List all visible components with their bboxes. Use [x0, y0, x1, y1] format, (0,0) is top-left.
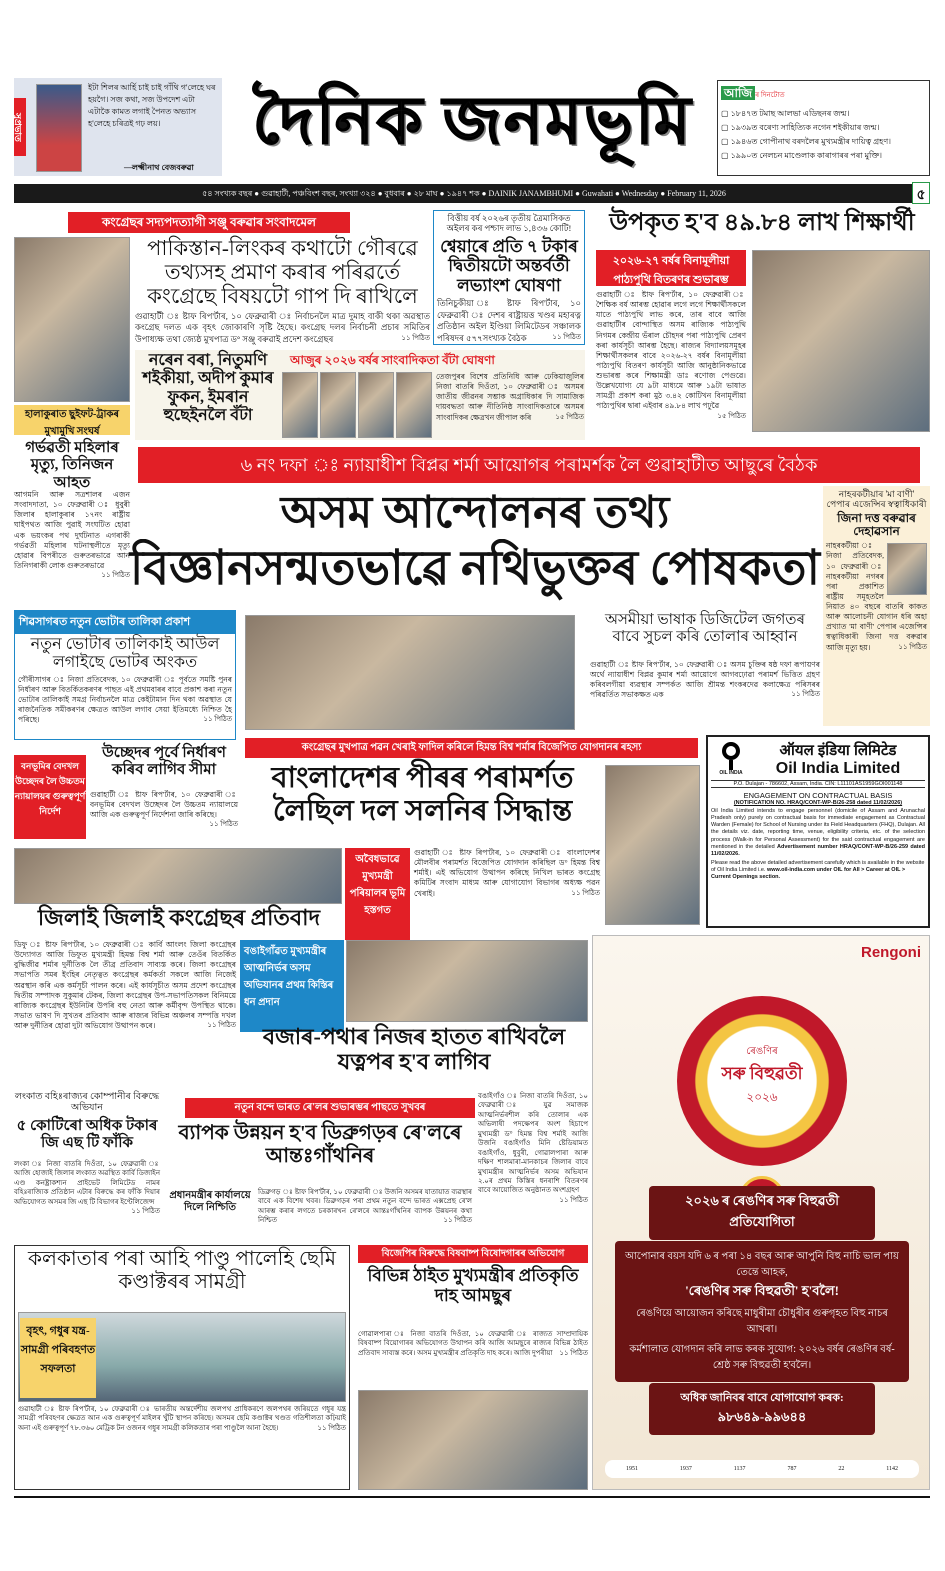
sanju-photo — [14, 237, 130, 402]
headline-eviction: উচ্ছেদৰ পূৰ্বে নিৰ্ধাৰণ কৰিব লাগিব সীমা — [102, 745, 226, 779]
textbook-banner: ২০২৬-২৭ বৰ্ষৰ বিনামূলীয়া পাঠ্যপুথি বিতৰণৰ শুভাৰম্ভ — [596, 250, 746, 286]
headline-pakistan-link: পাকিস্তান-লিংকৰ কথাটো গৌৰৱে তথ্যসহ প্ৰমাণ কৰাৰ পৰিৱৰ্তে কংগ্ৰেছে বিষয়টো গাপ দি ৰাখিলে — [147, 236, 418, 309]
kicker: বিত্তীয় বৰ্ষ ২০২৬ৰ তৃতীয় ত্ৰৈমাসিকত অইলৰ কৰ পশ্চাদ লাভ ১,৪৩৬ কোটি! — [446, 213, 572, 233]
dateline-strip: ৫৪ সংখ্যক বছৰ ● গুৱাহাটী, পঞ্চবিংশ বছৰ, সংখ্যা ৩২৪ ● বুধবাৰ ● ২৮ মাঘ ● ১৯৪৭ শক ● DAINIK JANAMBHUMI ● Guwahati ● Wednesday ● February 11, 2026 — [14, 184, 914, 203]
headline-gst-evasion: ৫ কোটিৰো অধিক টকাৰ জি এছ টি ফাঁকি — [16, 1118, 158, 1152]
obituary-photo — [887, 543, 927, 595]
article-body: লংকা ঃ নিজা বাতৰি দিওঁতা, ১০ ফেব্ৰুৱাৰী ঃ আজি হোজাই জিলাৰ লংকাত অৱস্থিত কাৰ্বি ডিজাইন এণ্ড কনষ্ট্ৰাকশ্যন প্ৰাইভেট লিমিটেড নামৰ বহিঃৰাজ্যিক প্ৰতিষ্ঠান এটাৰ বিৰুদ্ধে কৰ ফাঁকি দিয়াৰ অভিযোগত অসমৰ জি এছ টি বিভাগৰ ইণ্টেলিজেন্স ১১ পিঠিত — [14, 1160, 160, 1216]
headline-textbooks: উপকৃত হ'ব ৪৯.৮৪ লাখ শিক্ষাৰ্থী — [609, 210, 915, 236]
photo-caption: হালাকুৰাত ছুইফট-ট্ৰাকৰ মুখামুখি সংঘৰ্ষ — [14, 405, 130, 435]
lead-headline-line1: অসম আন্দোলনৰ তথ্য — [280, 488, 670, 537]
oil-india-advertisement — [706, 735, 930, 928]
oil-notice-title: ENGAGEMENT ON CONTRACTUAL BASIS — [743, 791, 893, 800]
effigy-burning-photo — [358, 1390, 588, 1490]
bihuwati-badge: ৰেঙণিৰ সৰু বিহুৱতী ২০২৬ — [677, 996, 847, 1166]
khera-banner: কংগ্ৰেছৰ মুখপাত্ৰ পৱন খেৰাই ফাদিল কৰিলে হিমন্ত বিশ্ব শৰ্মাৰ বিজেপিত যোগদানৰ ৰহস্য — [245, 738, 698, 758]
article-body: গুৱাহাটী ঃ ষ্টাফ ৰিপ'ৰ্টাৰ, ১০ ফেব্ৰুৱাৰী ঃ ভাৰতীয় অন্তৰ্দেশীয় জলপথ প্ৰাধিকৰণে জলপথৰ জৰিয়তে গধুৰ যন্ত্ৰ সামগ্ৰী পৰিবহণৰ ক্ষেত্ৰত আন এক গুৰুত্বপূৰ্ণ মাইলৰ খুঁটি স্থাপন কৰিছে। অসমৰ ছেমি কণ্ডাক্টৰ খণ্ডত গতিশীলতা কঢ়িয়াই অনা এই গুৰুত্বপূৰ্ণ ৭৮.৩৬০ মেট্ৰিক টন ওজনৰ গধুৰ সামগ্ৰী কলিকতাৰ পৰা পাণ্ডুলৈ আনা হৈছে। ১১ পিঠিত — [18, 1405, 346, 1432]
bongaigaon-box: বঙাইগাঁৱত মুখ্যমন্ত্ৰীৰ আত্মনিৰ্ভৰ অসম অভিযানৰ প্ৰথম কিস্তিৰ ধন প্ৰদান — [240, 940, 344, 1032]
article-body: গৌৰীসাগৰ ঃ নিজা প্ৰতিবেদক, ১০ ফেব্ৰুৱাৰী ঃ পূৰ্বতে সমষ্টি পুনৰ নিৰ্ধাৰণ আৰু বিতৰ্কিতকৰণৰ পাছত এই প্ৰথমবাৰৰ বাবে প্ৰকাশ কৰা নতুন ভোটাৰ তালিকাই সমগ্ৰ নিৰ্বাচনলৈ মাত্ৰ কেইটামান দিন থকা অৱস্থাত যে ৰাজনৈতিক সমীকৰণৰ ক্ষেত্ৰত আউল লগাব সেয়া ইতিমধ্যে নিশ্চিত হৈ পৰিছে। ১১ পিঠিত — [18, 674, 232, 725]
article-body: গুৱাহাটী ঃ ষ্টাফ ৰিপ'ৰ্টাৰ, ১০ ফেব্ৰুৱাৰী ঃ বনভূমিৰ বেদখল উচ্ছেদৰ লৈ উচ্চতম ন্যায়ালয়ে আজি এক গুৰুত্বপূৰ্ণ নিৰ্দেশনা জাৰি কৰিছে। ১১ পিঠিত — [90, 790, 238, 829]
masthead-title: দৈনিক জনমভূমি — [252, 85, 693, 158]
article-body: আগমনি আৰু সত্ৰশালৰ এজন সংবাদদাতা, ১০ ফেব্ৰুৱাৰী ঃ ধুবুৰী জিলাৰ হালাকুৰাৰ ১৭নং ৰাষ্ট্ৰীয় ঘাইপথত আজি পুৱাই সংঘটিত হোৱা এক ভয়ংকৰ পথ দুৰ্ঘটনাত এগৰাকী গৰ্ভৱতী মহিলাৰ ঘটনাস্থলীতে মৃত্যু হোৱাৰ বিপৰীতে গুৰুতৰভাৱে আন তিনিগৰাকী লোক গুৰুতৰভাৱে ১১ পিঠিত — [14, 490, 130, 579]
ad-details: আপোনাৰ বয়স যদি ৬ ৰ পৰা ১৪ বছৰ আৰু আপুনি বিহু নাচি ভাল পায় তেন্তে আহক, 'ৰেঙণিৰ সৰু বিহুৱতী' হ'বলৈ! ৰেঙণিয়ে আয়োজন কৰিছে মাধুৰীমা চৌধুৰীৰ গুৰুগৃহত বিহু নাচৰ আখৰা। কৰ্মশালাত যোগদান কৰি লাভ কৰক সুযোগ: ২০২৬ বৰ্ষৰ ৰেঙণিৰ বৰ্ষ-শ্ৰেষ্ঠ সৰু বিহুৱতী হ'বলৈ। — [615, 1241, 909, 1382]
list-item: ▢ ১৮৪৭ত টমাছ আলভা এডিছনৰ জন্ম। — [721, 109, 850, 118]
awardee-photo — [358, 372, 394, 438]
article-body: গুৱাহাটী ঃ ষ্টাফ ৰিপ'ৰ্টাৰ, ১০ ফেব্ৰুৱাৰী ঃ অসম চুক্তিৰ ষষ্ঠ দফা ৰূপায়ণৰ অৰ্থে ন্যায়াধীশ বিপ্লৱ কুমাৰ শৰ্মা আয়োগে আগবঢ়োৱা পৰামৰ্শ ভিত্তিত গ্ৰহণ কৰিবলগীয়া ব্যৱস্থাৰ সম্পৰ্কত আজি শ্ৰীমন্ত শংকৰদেৱ কলাক্ষেত্ৰ পৰিসৰৰ পৰিৱৰ্তিত সভাকক্ষত এক ১১ পিঠিত — [590, 660, 820, 700]
article-body: তেজপুৰৰ বিশেষ প্ৰতিনিধি আৰু ঢেকিয়াজুলিৰ নিজা বাতৰি দিওঁতা, ১০ ফেব্ৰুৱাৰী ঃ অসমৰ জাতীয় জীৱনৰ সম্ভাক অগ্ৰাধিকাৰ দি সামাজিক দায়বদ্ধতা আৰু নীতিনিষ্ঠ সাংবাদিকতাৰে অসমৰ সাংবাদিকৰ ক্ষেত্ৰখন জীপাল কৰি ১৫ পিঠিত — [436, 372, 584, 422]
ad-contact: অধিক জানিবৰ বাবে যোগাযোগ কৰক: ৯৮৬৪৯-৯৯৬৪৪ — [649, 1383, 875, 1435]
article-body: গোৱালপাৰা ঃ নিজা বাতৰি দিওঁতা, ১০ ফেব্ৰুৱাৰী ঃ ৰাজ্যত সাম্প্ৰদায়িক বিষবাষ্প বিয়োগাৰৰ অভিযোগত উত্থাপন কৰি আজি আমছুৰে ৰাজ্যৰ বিভিন্ন ঠাইত প্ৰতিবাদ সাব্যস্ত কৰে। অসম মুখ্যমন্ত্ৰীৰ প্ৰতিকৃতি দাহ কৰে। আজি দুপৰীয়া ১১ পিঠিত — [358, 1330, 588, 1357]
headline-awardees: নৰেন বৰা, নিতুমণি শইকীয়া, অদীপ কুমাৰ ফুকন, ইমৰান হুছেইনলৈ বঁটা — [142, 352, 274, 425]
partner-logo: 1937 — [679, 1466, 692, 1472]
list-item: ▢ ১৯৪৬ত গোপীনাথ বৰদলৈৰ মুখ্যমন্ত্ৰীৰ দায়িত্ব গ্ৰহণ। — [721, 137, 892, 146]
sub-headline-pmo: প্ৰধানমন্ত্ৰীৰ কাৰ্যালয়ে দিলে নিশ্চিতি — [169, 1190, 251, 1213]
dividend-box — [433, 210, 585, 345]
banner-sanju: কংগ্ৰেছৰ সদ্যপদত্যাগী সঞ্জু বৰুৱাৰ সংবাদমেল — [68, 212, 350, 233]
voter-list-box — [14, 610, 236, 740]
aji-list — [721, 107, 926, 163]
oil-address: P.O. Dulajan - 786602, Assam, India. CIN: L11101AS1959GOI001148 — [711, 780, 925, 788]
lead-headline-line2: বিজ্ঞানসন্মতভাৱে নথিভুক্তৰ পোষকতা — [130, 542, 820, 595]
article-body: গুৱাহাটী ঃ ষ্টাফ ৰিপ'ৰ্টাৰ, ১০ ফেব্ৰুৱাৰী ঃ শৈক্ষিক বৰ্ষ আৰম্ভ হোৱাৰ লগে লগে শিক্ষাৰ্থীসকলে যাতে পাঠ্যপুথি লাভ কৰে, তাৰ বাবে আজি গুৱাহাটীৰ বোন্দাস্থিত অসম ৰাজ্যিক পাঠ্যপুথি নিগমৰ কেন্দ্ৰীয় ভঁৰাল চৌহদৰ পৰা পাঠ্যপুথি প্ৰেৰণ কৰা কাৰ্যসূচী আৰম্ভ হৈছে। ৰাজ্যৰ বিদ্যালয়সমূহৰ শিক্ষাৰ্থীসকলৰ বাবে ২০২৬-২৭ বৰ্ষৰ বিনামূলীয়া পাঠ্যপুথি বিতৰণ কাৰ্যসূচী আজি আনুষ্ঠানিকভাৱে শুভাৰম্ভ কৰে শিক্ষামন্ত্ৰী ডাঃ ৰণোজ পেগুৱে। উল্লেখযোগ্য যে ৯টা মাধ্যমে আৰু ১৯টা ভাষাত সামগ্ৰী প্ৰকাশ কৰা মুঠ ৩.৪২ কোটিখন বিনামূলীয়া পাঠ্যপুথিৰ দ্বাৰা এইবাৰ ৪৯.৮৪ লাখ পঢ়ুৱৈ ১৫ পিঠিত — [596, 290, 746, 420]
headline-effigy: বিভিন্ন ঠাইত মুখ্যমন্ত্ৰীৰ প্ৰতিকৃতি দাহ আমছুৰ — [367, 1266, 579, 1305]
pawan-khera-photo — [605, 765, 700, 925]
article-body: গুৱাহাটী ঃ ষ্টাফ ৰিপ'ৰ্টাৰ, ১০ ফেব্ৰুৱাৰী ঃ নিৰ্বাচনলৈ মাত্ৰ দুমাহ বাকী থকা অৱস্থাত কংগ্ৰেছ দলত এক বৃহৎ জোকাৰণি সৃষ্টি হৈছে। কংগ্ৰেছ দলৰ নিৰ্বাচনী প্ৰচাৰ সমিতিৰ উপাধ্যক্ষ তথা জ্যেষ্ঠ মুখপাত্ৰ ড° সঞ্জু বৰুৱাই প্ৰদেশ কংগ্ৰেছৰ ১১ পিঠিত — [135, 311, 430, 344]
partner-logo: 1137 — [733, 1466, 746, 1472]
partner-logo: 1951 — [625, 1466, 638, 1472]
headline-digital-assamese: অসমীয়া ভাষাক ডিজিটেল জগতৰ বাবে সুচল কৰি তোলাৰ আহ্বান — [605, 612, 805, 646]
lead-banner: ৬ নং দফা ঃ ন্যায়াধীশ বিপ্লৱ শৰ্মা আয়োগৰ পৰামৰ্শক লৈ গুৱাহাটীত আছুৰে বৈঠক — [138, 447, 920, 483]
education-minister-photo — [752, 250, 930, 432]
page-number: ৫ — [912, 182, 930, 204]
land-grab-box: অবৈধভাৱে মুখ্যমন্ত্ৰী পৰিয়ালৰ ভূমি হস্তগত — [345, 848, 410, 940]
headline-accident: গৰ্ভৱতী মহিলাৰ মৃত্যু, তিনিজন আহত — [25, 440, 119, 491]
oil-english-name: Oil India Limited — [775, 760, 901, 777]
suprabhat-box — [14, 78, 222, 176]
headline-obituary: জিনা দত্ত বৰুৱাৰ দেহাৱসান — [837, 510, 916, 539]
headline-dibrugarh-railway: ব্যাপক উন্নয়ন হ'ব ডিব্ৰুগড়ৰ ৰে'লৰে আন্তঃগাঁথনিৰ — [178, 1122, 462, 1167]
oil-notification-no: (NOTIFICATION NO. HRAQ/CONT-WP-B/26-258 dated 11/02/2026) — [733, 800, 903, 806]
author-portrait — [36, 84, 82, 172]
awards-banner: আজুৰ ২০২৬ বৰ্ষৰ সাংবাদিকতা বঁটা ঘোষণা — [290, 353, 495, 367]
headline-voter-list: নতুন ভোটাৰ তালিকাই আউল লগাইছে ভোটৰ অংকত — [30, 636, 220, 672]
partner-logo: 22 — [838, 1466, 845, 1472]
awardee-photo — [396, 372, 432, 438]
partner-strip — [605, 1460, 919, 1478]
list-item: ▢ ১৯৩৯ত বৰেণ্য সাহিত্যিক নগেন শইকীয়াৰ জন্ম। — [721, 123, 880, 132]
headline-market-farm: বজাৰ-পথাৰ নিজৰ হাতত ৰাখিবলৈ যত্নপৰ হ'ব লাগিব — [262, 1024, 566, 1075]
headline-bangladesh-pir: বাংলাদেশৰ পীৰৰ পৰামৰ্শত লৈছিল দল সলনিৰ সিদ্ধান্ত — [271, 762, 574, 828]
forest-eviction-box: বনভূমিৰ বেদখল উচ্ছেদৰ লৈ উচ্চতম ন্যায়ালয়ৰ গুৰুত্বপূৰ্ণ নিৰ্দেশ — [14, 755, 86, 839]
headline-semiconductor: কলকাতাৰ পৰা আহি পাণ্ডু পালেহি ছেমি কণ্ডাক্টৰৰ সামগ্ৰী — [28, 1248, 336, 1293]
kicker: লংকাত বহিঃৰাজ্যৰ কোম্পানীৰ বিৰুদ্ধে অভিযান — [14, 1092, 160, 1113]
article-body: গুৱাহাটী ঃ ষ্টাফ ৰিপ'ৰ্টাৰ, ১০ ফেব্ৰুৱাৰী ঃ বাংলাদেশৰ মৌলবীৰ পৰামৰ্শত বিজেপিত যোগদান কৰিছিল ড° হিমন্ত বিশ্ব শৰ্মাই। এই অভিযোগ উত্থাপন কৰিছে নিখিল ভাৰত কংগ্ৰেছ কমিটিৰ সংবাদ মাধ্যম আৰু যোগাযোগ বিভাগৰ অধ্যক্ষ পৱন খেৰাই। ১১ পিঠিত — [414, 848, 600, 898]
suprabhat-label: সুপ্ৰভাত — [14, 98, 26, 156]
awardee-photo — [320, 372, 356, 438]
oil-notice-footer: Please read the above detailed advertisement carefully which is available in the website of Oil India Limited i.e. www.oil-india.com under OIL for All > Career at OIL > Current Openings section. — [711, 859, 925, 881]
quote-author: —লক্ষ্মীনাথ বেজবৰুৱা — [124, 163, 194, 172]
article-body: ডিব্ৰুগড় ঃ ষ্টাফ ৰিপ'ৰ্টাৰ, ১০ ফেব্ৰুৱাৰী ঃ উজনি অসমৰ যাতায়াত ব্যৱস্থাৰ বাবে এক বিশেষ খবৰ। ডিব্ৰুগড়ৰ পৰা প্ৰথম নতুন বন্দে ভাৰত এক্সপ্ৰেছ ৰে'ল আৰম্ভ কৰাৰ লগতে চৰকাৰখন ৰে'লৰে আন্তঃগাঁথনিৰ ব্যাপক উন্নয়নৰ কথা নিশ্চিত ১১ পিঠিত — [258, 1188, 472, 1225]
voter-banner: শিৱসাগৰত নতুন ভোটাৰ তালিকা প্ৰকাশ — [15, 611, 235, 634]
article-body: বঙাইগাঁও ঃ নিজা বাতৰি দিওঁতা, ১০ ফেব্ৰুৱাৰী ঃ যুৱ সমাজক আত্মনিৰ্ভৰশীল কৰি তোলাৰ এক অভিলাষী পদক্ষেপৰ অংশ হিচাপে মুখ্যমন্ত্ৰী ড° হিমন্ত বিশ্ব শৰ্মাই আজি উজনি বঙাইগাঁও মিনি ষ্টেডিয়ামত বঙাইগাঁও, ধুবুৰী, গোৱালপাৰা আৰু দক্ষিণ শালমাৰা-মানকাচৰ জিলাৰ বাবে মুখ্যমন্ত্ৰীৰ আত্মনিৰ্ভৰ অসম অভিযান ২.০ৰ প্ৰথম কিস্তিৰ ধনৰাশি বিতৰণৰ বাবে আয়োজিত অনুষ্ঠানত অংশগ্ৰহণ ১১ পিঠিত — [478, 1092, 588, 1204]
quote-text: ইটা শিলৰ আৰ্হি চাই চাই গাঁথি গ'লেহে ঘৰ হয়গৈ। সজ কথা, সজ উপদেশ এটা এটাকৈ কামত লগাই পৈনত অভ্যাস হ'লেহে চৰিত্ৰই গঢ় লয়। — [88, 83, 216, 128]
photo-caption: বৃহৎ, গধুৰ যন্ত্ৰ-সামগ্ৰী পৰিবহণত সফলতা — [20, 1318, 96, 1398]
meeting-photo — [245, 615, 575, 730]
headline-dividend: শ্বেয়াৰে প্ৰতি ৭ টকাৰ দ্বিতীয়টো অন্তৰ্বৰ্তী লভ্যাংশ ঘোষণা — [440, 236, 578, 295]
rengoni-logo: Rengoni — [861, 944, 921, 961]
partner-logo: 1142 — [886, 1466, 899, 1472]
partner-logo: 787 — [787, 1466, 797, 1472]
oil-hindi-name: ऑयल इंडिया लिमिटेड — [779, 742, 897, 759]
aji-label: আজি — [721, 86, 755, 100]
list-item: ▢ ১৯৯০ত নেলচন মাণ্ডেলাক কাৰাগাৰৰ পৰা মুক্তি। — [721, 151, 882, 160]
oil-notice-body: Oil India Limited intends to engage personnel (domicile of Assam and Arunachal Pradesh only) purely on contractual basis for immediate engagement as Contractual Warden (Female) for School of Nursing under its Field Headquarters (FHQ), Dulajan. All the details viz. date, reporting time, venue, eligibility criteria, etc. of the selection process (Walk-in for Personal Assessment) for the said contractual engagement are mentioned in the detailed Advertisement number HRAQ/CONT-WP-B/26-259 dated 11/02/2026. — [711, 808, 925, 857]
ad-phone[interactable]: ৯৮৬৪৯-৯৯৬৪৪ — [717, 1409, 807, 1424]
bjp-banner: বিজেপিৰ বিৰুদ্ধে বিষবাষ্প বিষোদগাৰৰ অভিযোগ — [358, 1245, 588, 1263]
page-bottom-rule — [14, 1496, 930, 1498]
protest-photos — [14, 848, 342, 904]
article-body: তিনিচুকীয়া ঃ ষ্টাফ ৰিপ'ৰ্টাৰ, ১০ ফেব্ৰুৱাৰী ঃ দেশৰ ৰাষ্ট্ৰায়ত্ত খণ্ডৰ মহাৰত্ন প্ৰতিষ্ঠান অইল ইণ্ডিয়া লিমিটেডৰ সঞ্চালক পৰিষদৰ ৫৭৭সংখ্যক বৈঠক ১১ পিঠিত — [437, 298, 581, 343]
rengoni-advertisement — [592, 935, 930, 1490]
ad-title: ২০২৬ ৰ ৰেঙণিৰ সৰু বিহুৱতী প্ৰতিযোগিতা — [649, 1186, 875, 1240]
awardee-photo — [282, 372, 318, 438]
oil-india-logo: OIL INDIA — [711, 740, 751, 776]
kicker: নাহৰকটীয়াৰ 'মা বাণী' পেপাৰ এজেন্সিৰ স্বত্বাধিকাৰী — [826, 489, 927, 510]
obituary-box — [823, 486, 930, 726]
aji-box — [717, 80, 930, 176]
vande-bharat-banner: নতুন বন্দে ভাৰত ৰে'লৰ শুভাৰম্ভৰ পাছতে সুখবৰ — [185, 1098, 475, 1118]
cheque-distribution-photo — [346, 940, 588, 1022]
aji-sub: ৰ দিনটোত — [755, 91, 785, 99]
headline-congress-protest: জিলাই জিলাই কংগ্ৰেছৰ প্ৰতিবাদ — [37, 905, 321, 930]
article-body: নাহৰকটীয়া ঃ নিজা প্ৰতিবেদক, ১০ ফেব্ৰুৱাৰী ঃ নাহৰকটীয়া নগৰৰ পৰা প্ৰকাশিত ৰাষ্ট্ৰীয় সমূহতলৈ নিয়াত ৪০ বছৰে বাতৰি কাকত আৰু আলোচনী যোগান ধৰি অহা প্ৰখ্যাত 'মা বাণী' পেপাৰ এজেন্সিৰ স্বত্বাধিকাৰী জিনা দত্ত বৰুৱাৰ আজি মৃত্যু হয়। ১১ পিঠিত — [826, 541, 927, 652]
article-body: ডিফু ঃ ষ্টাফ ৰিপ'ৰ্টাৰ, ১০ ফেব্ৰুৱাৰী ঃ কাৰ্বি আংলং জিলা কংগ্ৰেছৰ উদ্যোগত আজি ডিফুত মুখ্যমন্ত্ৰী হিমন্ত বিশ্ব শৰ্মা আৰু তেওঁৰ বিতৰ্কিত বুদ্ধিজীৱ শৰ্মাৰ দুৰ্নীতিক লৈ তীব্ৰ প্ৰতিবাদ সাব্যস্ত কৰে। জিলা কংগ্ৰেছৰ সভাপতি সমৰ ইংহিৰ নেতৃত্বত কংগ্ৰেছৰ কৰ্মকৰ্তা সকলে আজি নিজেই অৱস্থান কৰি এক কৰ্মসূচী পালন কৰে। এই কাৰ্যসূচীত অসম প্ৰদেশ কংগ্ৰেছৰ দ্বিতীয় সম্পাদক সুকুমাৰ টেকৰ, জিলা কংগ্ৰেছৰ উপ-সভাপতিসকল বিনিময়ে ৰাজ্যিক কংগ্ৰেছৰ ইউনিটৰ উপৰি বহু নেতা আৰু কৰ্মীবৃন্দ উপস্থিত থাকে। সভাত ভাষণ দি সুখতৰ প্ৰতিবাদ আৰু ৰাজ্যৰ বিভিন্ন অঞ্চলৰ সম্পত্তি দখল আৰু দুৰ্নীতিৰ হোৱা দুটা অভিযোগ উত্থাপন কৰে। ১১ পিঠিত — [14, 940, 236, 1030]
